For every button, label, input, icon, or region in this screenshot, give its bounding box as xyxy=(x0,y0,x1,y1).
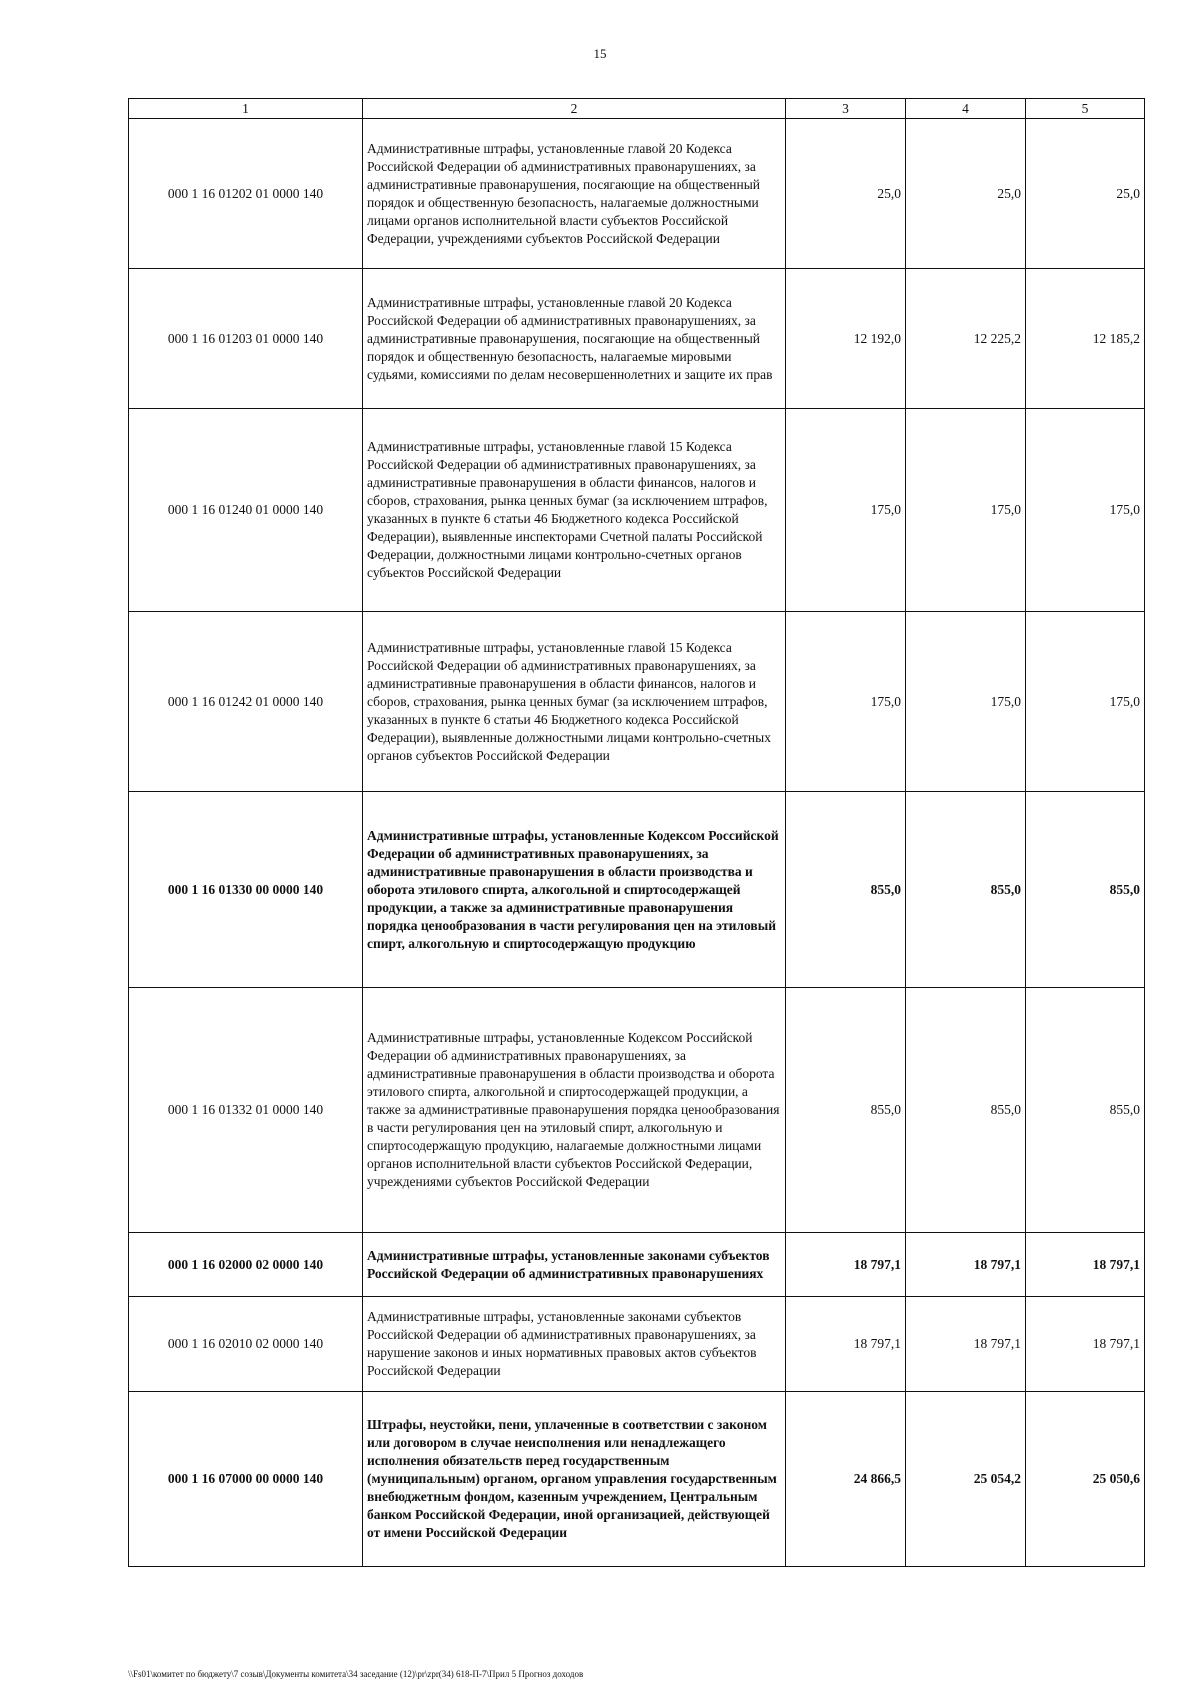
value-col-3: 24 866,5 xyxy=(786,1392,906,1567)
value-col-5: 18 797,1 xyxy=(1026,1297,1145,1392)
revenue-description: Административные штрафы, установленные главой 20 Кодекса Российской Федерации об административных правонарушениях, за административные правонарушения, посягающие на общественный порядок и общественную безопасность, налагаемые мировыми судьями, комиссиями по делам несовершеннолетних и защите их прав xyxy=(363,269,786,409)
value-col-3: 25,0 xyxy=(786,119,906,269)
value-col-5: 175,0 xyxy=(1026,612,1145,792)
value-col-4: 25 054,2 xyxy=(906,1392,1026,1567)
column-header-4: 4 xyxy=(906,99,1026,119)
column-header-2: 2 xyxy=(363,99,786,119)
revenue-forecast-table xyxy=(128,98,1145,1567)
revenue-description: Административные штрафы, установленные главой 20 Кодекса Российской Федерации об административных правонарушениях, за административные правонарушения, посягающие на общественный порядок и общественную безопасность, налагаемые должностными лицами органов исполнительной власти субъектов Российской Федерации, учреждениями субъектов Российской Федерации xyxy=(363,119,786,269)
revenue-description: Административные штрафы, установленные Кодексом Российской Федерации об административных правонарушениях, за административные правонарушения в области производства и оборота этилового спирта, алкогольной и спиртосодержащей продукции, а также за административные правонарушения порядка ценообразования в части регулирования цен на этиловый спирт, алкогольную и спиртосодержащую продукцию, налагаемые должностными лицами органов исполнительной власти субъектов Российской Федерации, учреждениями субъектов Российской Федерации xyxy=(363,988,786,1233)
budget-code: 000 1 16 01330 00 0000 140 xyxy=(129,792,363,988)
budget-code: 000 1 16 02010 02 0000 140 xyxy=(129,1297,363,1392)
value-col-5: 18 797,1 xyxy=(1026,1233,1145,1297)
value-col-3: 18 797,1 xyxy=(786,1297,906,1392)
document-file-path: \\Fs01\комитет по бюджету\7 созыв\Документы комитета\34 заседание (12)\pr\zpr(34) 618-П-7\Прил 5 Прогноз доходов xyxy=(128,1669,584,1679)
revenue-description: Штрафы, неустойки, пени, уплаченные в соответствии с законом или договором в случае неисполнения или ненадлежащего исполнения обязательств перед государственным (муниципальным) органом, органом управления государственным внебюджетным фондом, казенным учреждением, Центральным банком Российской Федерации, иной организацией, действующей от имени Российской Федерации xyxy=(363,1392,786,1567)
value-col-4: 855,0 xyxy=(906,988,1026,1233)
budget-code: 000 1 16 07000 00 0000 140 xyxy=(129,1392,363,1567)
value-col-4: 12 225,2 xyxy=(906,269,1026,409)
budget-code: 000 1 16 02000 02 0000 140 xyxy=(129,1233,363,1297)
table-row xyxy=(129,612,1145,792)
value-col-3: 18 797,1 xyxy=(786,1233,906,1297)
value-col-5: 25 050,6 xyxy=(1026,1392,1145,1567)
table-row xyxy=(129,1233,1145,1297)
value-col-4: 175,0 xyxy=(906,409,1026,612)
revenue-description: Административные штрафы, установленные законами субъектов Российской Федерации об административных правонарушениях xyxy=(363,1233,786,1297)
value-col-4: 25,0 xyxy=(906,119,1026,269)
budget-code: 000 1 16 01203 01 0000 140 xyxy=(129,269,363,409)
value-col-4: 855,0 xyxy=(906,792,1026,988)
value-col-5: 175,0 xyxy=(1026,409,1145,612)
value-col-5: 855,0 xyxy=(1026,792,1145,988)
column-header-1: 1 xyxy=(129,99,363,119)
table-row xyxy=(129,119,1145,269)
value-col-3: 175,0 xyxy=(786,612,906,792)
column-header-5: 5 xyxy=(1026,99,1145,119)
table-row xyxy=(129,1392,1145,1567)
table-row xyxy=(129,988,1145,1233)
budget-code: 000 1 16 01332 01 0000 140 xyxy=(129,988,363,1233)
table-row xyxy=(129,409,1145,612)
value-col-4: 18 797,1 xyxy=(906,1233,1026,1297)
revenue-description: Административные штрафы, установленные законами субъектов Российской Федерации об административных правонарушениях, за нарушение законов и иных нормативных правовых актов субъектов Российской Федерации xyxy=(363,1297,786,1392)
value-col-5: 855,0 xyxy=(1026,988,1145,1233)
table-row xyxy=(129,269,1145,409)
value-col-5: 25,0 xyxy=(1026,119,1145,269)
table-header-row xyxy=(129,99,1145,119)
page-number: 15 xyxy=(593,46,607,61)
value-col-3: 855,0 xyxy=(786,792,906,988)
budget-code: 000 1 16 01242 01 0000 140 xyxy=(129,612,363,792)
revenue-description: Административные штрафы, установленные главой 15 Кодекса Российской Федерации об административных правонарушениях, за административные правонарушения в области финансов, налогов и сборов, страхования, рынка ценных бумаг (за исключением штрафов, указанных в пункте 6 статьи 46 Бюджетного кодекса Российской Федерации), выявленные должностными лицами контрольно-счетных органов субъектов Российской Федерации xyxy=(363,612,786,792)
column-header-3: 3 xyxy=(786,99,906,119)
value-col-3: 855,0 xyxy=(786,988,906,1233)
budget-code: 000 1 16 01240 01 0000 140 xyxy=(129,409,363,612)
revenue-description: Административные штрафы, установленные главой 15 Кодекса Российской Федерации об административных правонарушениях, за административные правонарушения в области финансов, налогов и сборов, страхования, рынка ценных бумаг (за исключением штрафов, указанных в пункте 6 статьи 46 Бюджетного кодекса Российской Федерации), выявленные инспекторами Счетной палаты Российской Федерации, должностными лицами контрольно-счетных органов субъектов Российской Федерации xyxy=(363,409,786,612)
value-col-3: 12 192,0 xyxy=(786,269,906,409)
value-col-4: 175,0 xyxy=(906,612,1026,792)
budget-code: 000 1 16 01202 01 0000 140 xyxy=(129,119,363,269)
value-col-4: 18 797,1 xyxy=(906,1297,1026,1392)
revenue-description: Административные штрафы, установленные Кодексом Российской Федерации об административных правонарушениях, за административные правонарушения в области производства и оборота этилового спирта, алкогольной и спиртосодержащей продукции, а также за административные правонарушения порядка ценообразования в части регулирования цен на этиловый спирт, алкогольную и спиртосодержащую продукцию xyxy=(363,792,786,988)
value-col-3: 175,0 xyxy=(786,409,906,612)
table-row xyxy=(129,1297,1145,1392)
table-row xyxy=(129,792,1145,988)
value-col-5: 12 185,2 xyxy=(1026,269,1145,409)
